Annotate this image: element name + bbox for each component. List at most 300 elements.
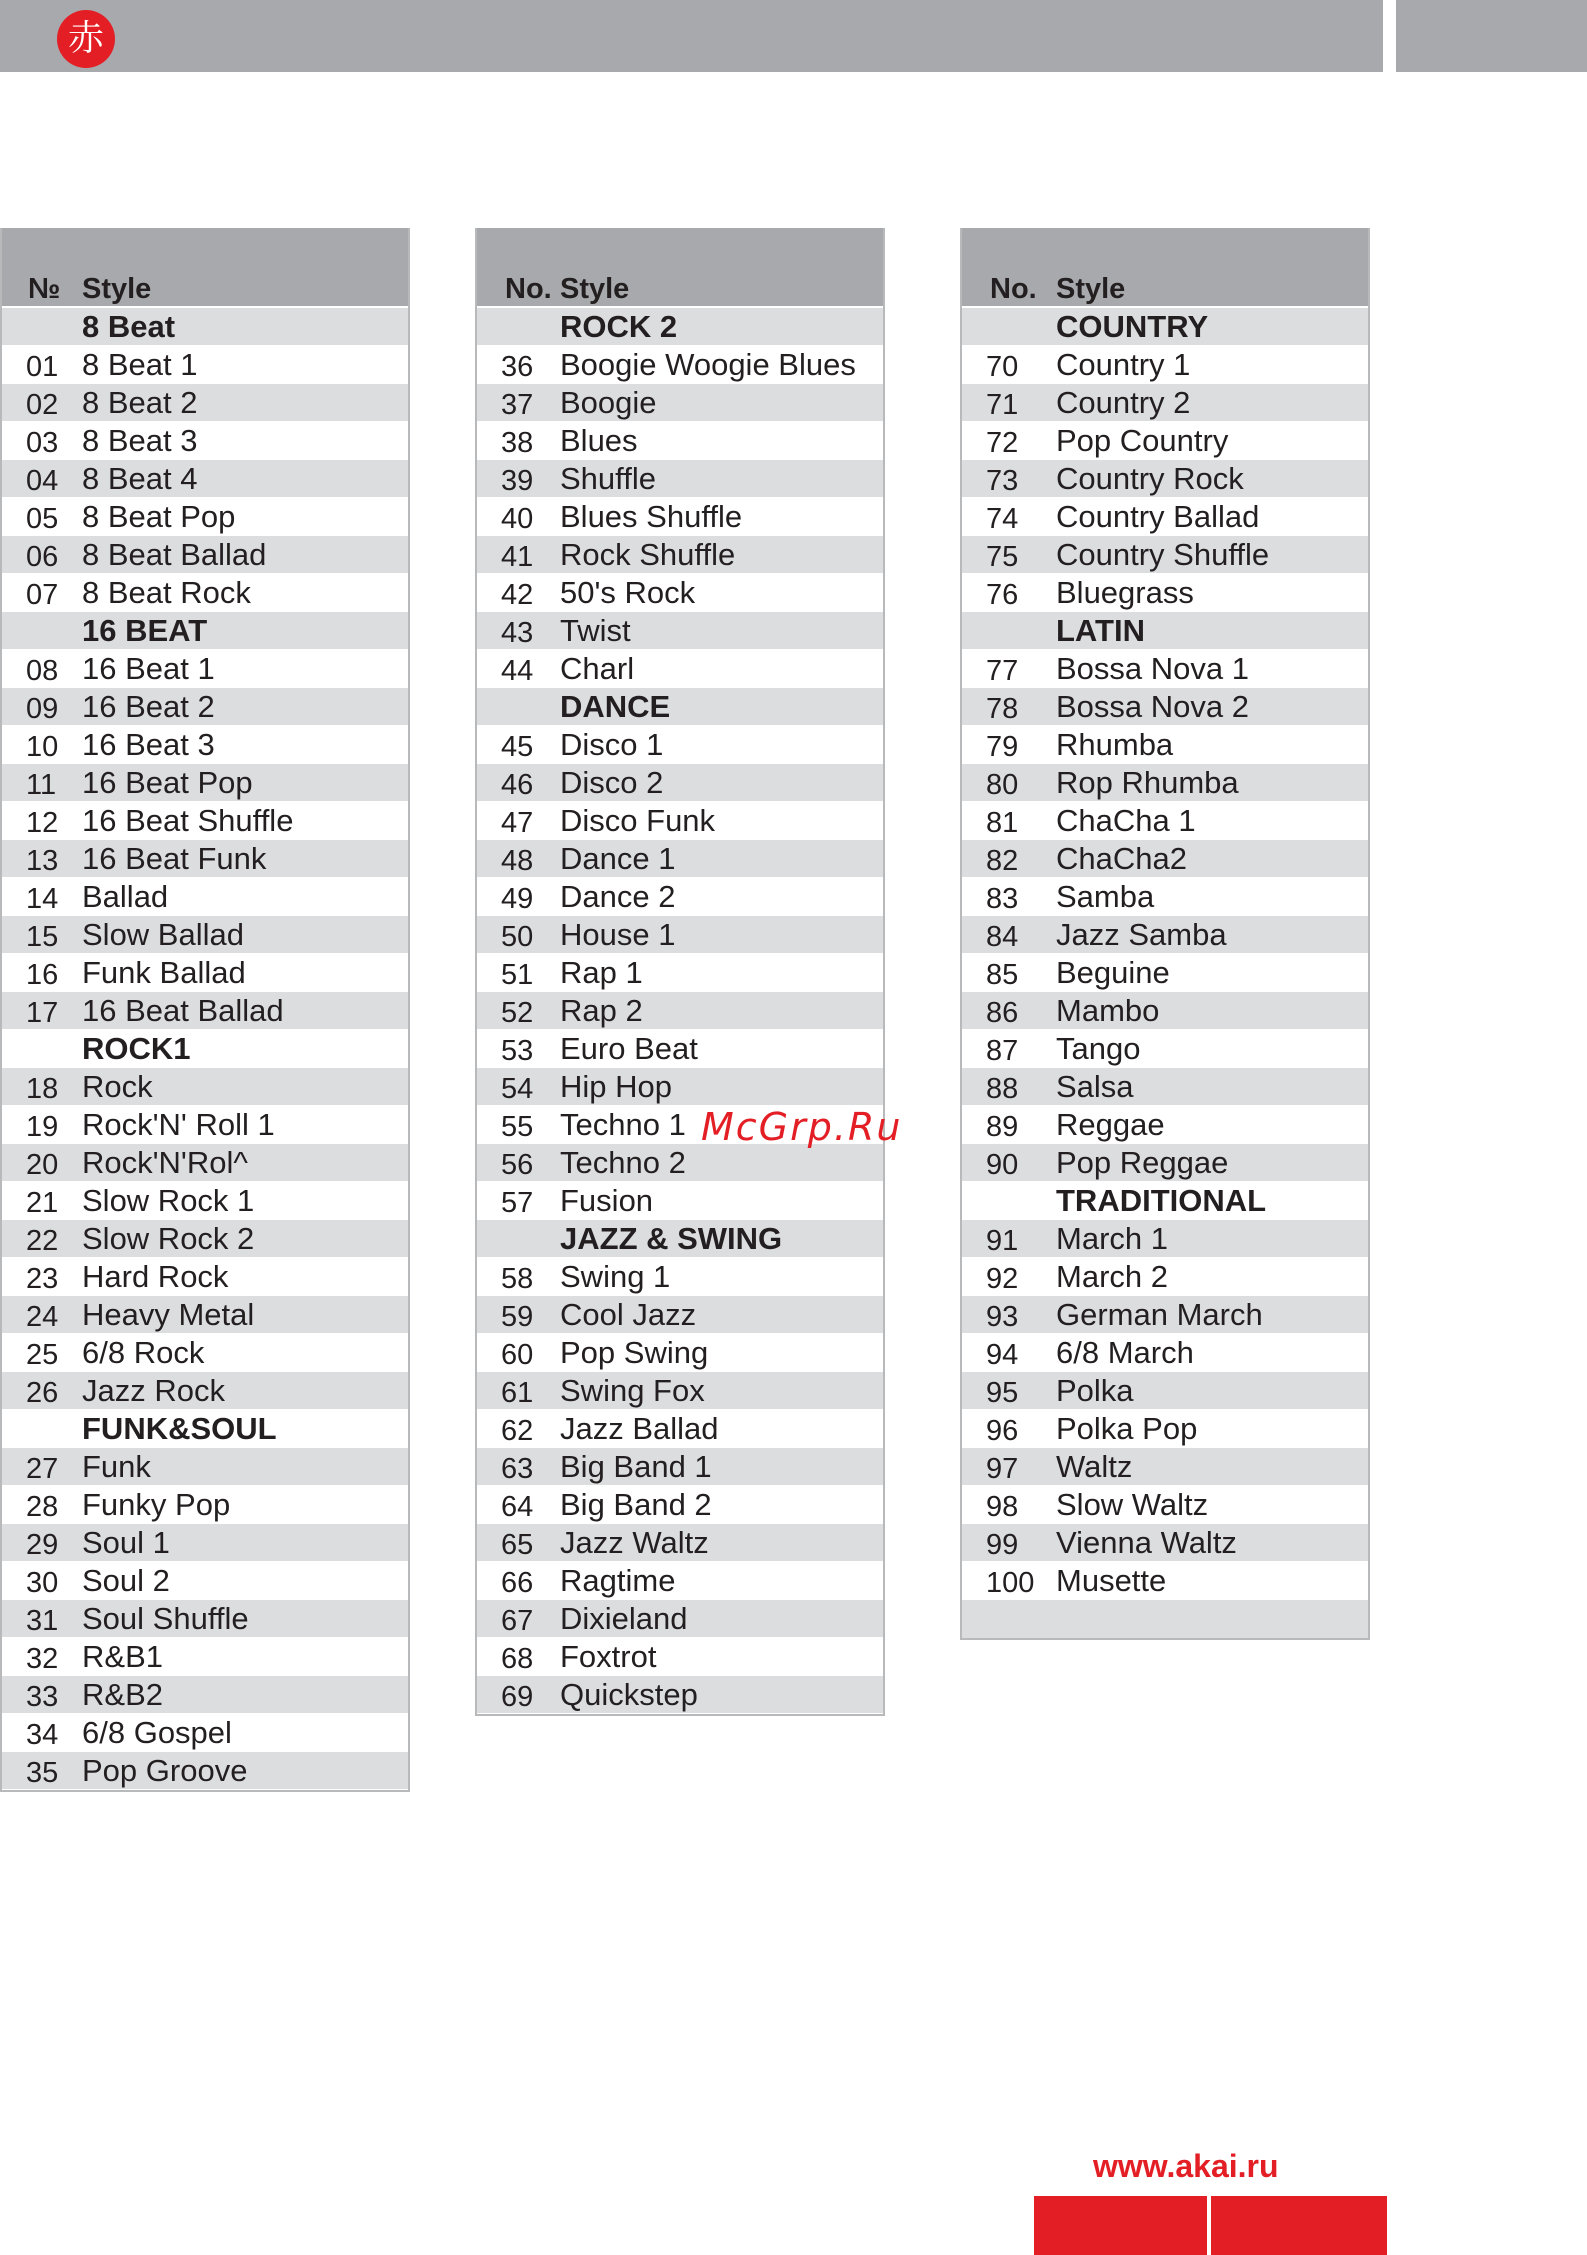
style-name: Dance 1: [560, 841, 676, 876]
table-row: [477, 954, 883, 992]
table-row: [2, 1486, 408, 1524]
style-number: 78: [986, 693, 1019, 725]
table-header: [962, 228, 1368, 308]
category-label: JAZZ & SWING: [560, 1221, 783, 1256]
style-number: 91: [986, 1225, 1019, 1257]
table-row: [962, 536, 1368, 574]
table-row: [477, 1372, 883, 1410]
table-row: [2, 764, 408, 802]
style-name: 16 Beat 1: [82, 651, 215, 686]
style-number: 83: [986, 883, 1019, 915]
table-row: [477, 764, 883, 802]
style-name: Polka: [1056, 1373, 1134, 1408]
style-number: 05: [26, 503, 59, 535]
style-name: Reggae: [1056, 1107, 1165, 1142]
style-number: 70: [986, 351, 1019, 383]
style-name: Pop Swing: [560, 1335, 709, 1370]
table-row: [2, 1752, 408, 1790]
style-table-2: [475, 228, 885, 1716]
style-name: 8 Beat Pop: [82, 499, 236, 534]
style-number: 55: [501, 1111, 534, 1143]
table-row: [477, 460, 883, 498]
table-row: [477, 1334, 883, 1372]
style-name: Techno 2: [560, 1145, 686, 1180]
style-name: Dance 2: [560, 879, 676, 914]
style-number: 34: [26, 1719, 59, 1751]
style-number: 63: [501, 1453, 534, 1485]
style-name: Country Shuffle: [1056, 537, 1270, 572]
style-number: 88: [986, 1073, 1019, 1105]
table-row: [477, 1448, 883, 1486]
style-number: 08: [26, 655, 59, 687]
style-number: 73: [986, 465, 1019, 497]
style-name: Country Rock: [1056, 461, 1244, 496]
style-name: Big Band 1: [560, 1449, 712, 1484]
style-name: Blues Shuffle: [560, 499, 743, 534]
style-name: Dixieland: [560, 1601, 688, 1636]
style-name: March 2: [1056, 1259, 1168, 1294]
table-row: [2, 688, 408, 726]
style-name: Heavy Metal: [82, 1297, 255, 1332]
table-row: [2, 574, 408, 612]
style-number: 48: [501, 845, 534, 877]
style-name: Soul Shuffle: [82, 1601, 249, 1636]
style-number: 57: [501, 1187, 534, 1219]
table-row: [2, 1448, 408, 1486]
style-name: Musette: [1056, 1563, 1167, 1598]
style-number: 99: [986, 1529, 1019, 1561]
table-row: [962, 346, 1368, 384]
table-row: [962, 1372, 1368, 1410]
style-number: 04: [26, 465, 59, 497]
table-row: [2, 1562, 408, 1600]
style-number: 92: [986, 1263, 1019, 1295]
table-row: [2, 1600, 408, 1638]
table-row: [477, 1182, 883, 1220]
style-name: 16 Beat 3: [82, 727, 215, 762]
style-name: Hip Hop: [560, 1069, 672, 1104]
style-name: 16 Beat Funk: [82, 841, 267, 876]
style-number: 47: [501, 807, 534, 839]
style-number: 17: [26, 997, 59, 1029]
style-name: Slow Waltz: [1056, 1487, 1209, 1522]
table-row: [962, 992, 1368, 1030]
style-number: 68: [501, 1643, 534, 1675]
category-label: ROCK 2: [560, 309, 678, 344]
style-number: 64: [501, 1491, 534, 1523]
table-row: [962, 726, 1368, 764]
table-row: [962, 764, 1368, 802]
style-name: Disco Funk: [560, 803, 716, 838]
style-number: 80: [986, 769, 1019, 801]
style-number: 19: [26, 1111, 59, 1143]
style-name: Swing Fox: [560, 1373, 705, 1408]
style-number: 39: [501, 465, 534, 497]
table-row: [477, 726, 883, 764]
style-number: 100: [986, 1567, 1035, 1599]
table-row: [477, 1600, 883, 1638]
style-name: Jazz Rock: [82, 1373, 225, 1408]
style-number: 02: [26, 389, 59, 421]
table-row: [477, 574, 883, 612]
category-label: COUNTRY: [1056, 309, 1209, 344]
table-row: [477, 1258, 883, 1296]
style-number: 37: [501, 389, 534, 421]
style-number: 49: [501, 883, 534, 915]
style-name: Pop Reggae: [1056, 1145, 1229, 1180]
style-name: R&B1: [82, 1639, 163, 1674]
table-row: [962, 878, 1368, 916]
style-number: 30: [26, 1567, 59, 1599]
style-table-3: [960, 228, 1370, 1640]
style-name: Euro Beat: [560, 1031, 698, 1066]
style-number: 50: [501, 921, 534, 953]
table-row: [962, 1106, 1368, 1144]
style-name: Country 1: [1056, 347, 1191, 382]
style-name: Tango: [1056, 1031, 1141, 1066]
style-number: 82: [986, 845, 1019, 877]
category-row: [2, 612, 408, 650]
style-number: 26: [26, 1377, 59, 1409]
category-row: [2, 1410, 408, 1448]
table-row: [477, 1296, 883, 1334]
style-number: 95: [986, 1377, 1019, 1409]
style-name: Big Band 2: [560, 1487, 712, 1522]
style-name: Rock: [82, 1069, 153, 1104]
style-number: 85: [986, 959, 1019, 991]
style-number: 43: [501, 617, 534, 649]
table-row: [962, 1220, 1368, 1258]
style-name: Pop Groove: [82, 1753, 248, 1788]
style-number: 51: [501, 959, 534, 991]
style-name: Charl: [560, 651, 635, 686]
table-row: [2, 1106, 408, 1144]
table-row: [2, 1524, 408, 1562]
table-row: [962, 460, 1368, 498]
style-name: Country Ballad: [1056, 499, 1260, 534]
style-number: 74: [986, 503, 1019, 535]
category-label: DANCE: [560, 689, 671, 724]
style-number: 66: [501, 1567, 534, 1599]
style-number: 40: [501, 503, 534, 535]
style-name: 8 Beat 4: [82, 461, 198, 496]
table-row: [477, 916, 883, 954]
style-name: Slow Ballad: [82, 917, 244, 952]
style-number: 93: [986, 1301, 1019, 1333]
table-row: [2, 1296, 408, 1334]
table-row: [2, 1334, 408, 1372]
style-name: Rap 2: [560, 993, 643, 1028]
style-number: 77: [986, 655, 1019, 687]
table-row: [962, 384, 1368, 422]
style-number: 33: [26, 1681, 59, 1713]
style-number: 75: [986, 541, 1019, 573]
table-row: [477, 992, 883, 1030]
style-name: Rap 1: [560, 955, 643, 990]
table-row: [962, 1410, 1368, 1448]
table-row: [477, 840, 883, 878]
table-row: [2, 650, 408, 688]
style-name: 6/8 March: [1056, 1335, 1194, 1370]
style-number: 31: [26, 1605, 59, 1637]
category-row: [477, 308, 883, 346]
style-name: Bossa Nova 2: [1056, 689, 1249, 724]
style-number: 90: [986, 1149, 1019, 1181]
table-row: [962, 1030, 1368, 1068]
style-name: 16 Beat 2: [82, 689, 215, 724]
table-row: [962, 650, 1368, 688]
table-row: [477, 1030, 883, 1068]
style-name: Rock'N'Rol^: [82, 1145, 248, 1180]
table-row: [2, 422, 408, 460]
style-name: Rock'N' Roll 1: [82, 1107, 275, 1142]
style-table-1: [0, 228, 410, 1792]
style-number: 61: [501, 1377, 534, 1409]
style-number: 13: [26, 845, 59, 877]
style-number: 24: [26, 1301, 59, 1333]
style-number: 97: [986, 1453, 1019, 1485]
category-row: [962, 1182, 1368, 1220]
style-name: Ragtime: [560, 1563, 676, 1598]
style-name: Techno 1: [560, 1107, 686, 1142]
style-number: 86: [986, 997, 1019, 1029]
style-number: 44: [501, 655, 534, 687]
style-name: 16 Beat Shuffle: [82, 803, 294, 838]
table-header: [477, 228, 883, 308]
category-label: TRADITIONAL: [1056, 1183, 1267, 1218]
akai-logo: 赤: [57, 10, 115, 68]
style-name: Rop Rhumba: [1056, 765, 1239, 800]
table-row: [2, 1258, 408, 1296]
table-body: [2, 308, 408, 1790]
table-row: [962, 1562, 1368, 1600]
table-row: [477, 498, 883, 536]
table-row: [477, 1410, 883, 1448]
table-header: [2, 228, 408, 308]
style-name: German March: [1056, 1297, 1263, 1332]
style-number: 22: [26, 1225, 59, 1257]
style-number: 11: [26, 769, 57, 801]
style-name: Soul 1: [82, 1525, 170, 1560]
style-number: 84: [986, 921, 1019, 953]
style-number: 89: [986, 1111, 1019, 1143]
style-name: Slow Rock 2: [82, 1221, 255, 1256]
style-number: 01: [26, 351, 59, 383]
style-name: Boogie: [560, 385, 657, 420]
category-label: FUNK&SOUL: [82, 1411, 277, 1446]
category-label: 8 Beat: [82, 309, 176, 344]
table-row: [962, 916, 1368, 954]
style-number: 41: [501, 541, 534, 573]
category-label: LATIN: [1056, 613, 1145, 648]
table-row: [2, 1676, 408, 1714]
table-row: [477, 1638, 883, 1676]
style-number: 67: [501, 1605, 534, 1637]
style-number: 21: [26, 1187, 59, 1219]
style-number: 76: [986, 579, 1019, 611]
style-number: 23: [26, 1263, 59, 1295]
table-row: [2, 1220, 408, 1258]
style-name: Funk Ballad: [82, 955, 246, 990]
style-name: Samba: [1056, 879, 1155, 914]
table-row: [2, 536, 408, 574]
style-name: Fusion: [560, 1183, 654, 1218]
style-name: Jazz Waltz: [560, 1525, 709, 1560]
style-number: 16: [26, 959, 59, 991]
style-name: Polka Pop: [1056, 1411, 1198, 1446]
style-name: Quickstep: [560, 1677, 698, 1712]
table-row: [2, 878, 408, 916]
table-footer: [962, 1600, 1368, 1638]
style-name: Disco 1: [560, 727, 664, 762]
col-style-header: Style: [82, 273, 152, 305]
style-number: 87: [986, 1035, 1019, 1067]
table-row: [962, 574, 1368, 612]
style-number: 81: [986, 807, 1019, 839]
table-row: [2, 1714, 408, 1752]
table-row: [962, 688, 1368, 726]
style-name: 8 Beat 1: [82, 347, 198, 382]
style-name: Shuffle: [560, 461, 656, 496]
style-name: Boogie Woogie Blues: [560, 347, 856, 382]
style-name: Blues: [560, 423, 638, 458]
table-row: [962, 1448, 1368, 1486]
table-row: [962, 954, 1368, 992]
category-row: [2, 308, 408, 346]
style-name: Salsa: [1056, 1069, 1134, 1104]
table-row: [962, 1334, 1368, 1372]
style-number: 03: [26, 427, 59, 459]
style-number: 58: [501, 1263, 534, 1295]
style-number: 36: [501, 351, 534, 383]
style-number: 65: [501, 1529, 534, 1561]
table-row: [962, 1524, 1368, 1562]
style-number: 20: [26, 1149, 59, 1181]
style-name: Jazz Samba: [1056, 917, 1227, 952]
style-name: Slow Rock 1: [82, 1183, 255, 1218]
style-number: 52: [501, 997, 534, 1029]
table-row: [477, 1676, 883, 1714]
col-no-header: No.: [505, 273, 552, 305]
table-row: [2, 802, 408, 840]
table-row: [477, 1524, 883, 1562]
style-number: 32: [26, 1643, 59, 1675]
table-row: [962, 1068, 1368, 1106]
table-body: [962, 308, 1368, 1600]
style-number: 94: [986, 1339, 1019, 1371]
style-number: 38: [501, 427, 534, 459]
table-row: [962, 498, 1368, 536]
table-row: [2, 1068, 408, 1106]
style-name: Disco 2: [560, 765, 664, 800]
col-style-header: Style: [1056, 273, 1126, 305]
style-name: Beguine: [1056, 955, 1170, 990]
table-row: [477, 384, 883, 422]
style-number: 62: [501, 1415, 534, 1447]
style-number: 69: [501, 1681, 534, 1713]
watermark: McGrp.Ru: [701, 1105, 903, 1149]
style-number: 54: [501, 1073, 534, 1105]
style-name: 8 Beat 2: [82, 385, 198, 420]
style-name: House 1: [560, 917, 676, 952]
table-row: [962, 1486, 1368, 1524]
style-name: Foxtrot: [560, 1639, 657, 1674]
table-row: [2, 916, 408, 954]
style-number: 56: [501, 1149, 534, 1181]
style-name: ChaCha 1: [1056, 803, 1196, 838]
style-name: Rock Shuffle: [560, 537, 736, 572]
style-number: 45: [501, 731, 534, 763]
table-row: [2, 1372, 408, 1410]
style-name: Vienna Waltz: [1056, 1525, 1237, 1560]
table-row: [962, 1296, 1368, 1334]
table-row: [2, 1144, 408, 1182]
footer-red-block: [1211, 2196, 1387, 2255]
style-name: March 1: [1056, 1221, 1168, 1256]
style-number: 09: [26, 693, 59, 725]
table-row: [477, 1562, 883, 1600]
table-row: [2, 840, 408, 878]
style-number: 15: [26, 921, 59, 953]
table-row: [962, 1144, 1368, 1182]
table-row: [477, 422, 883, 460]
style-name: Mambo: [1056, 993, 1160, 1028]
table-row: [477, 650, 883, 688]
table-row: [2, 726, 408, 764]
table-row: [477, 612, 883, 650]
table-row: [477, 878, 883, 916]
col-style-header: Style: [560, 273, 630, 305]
style-number: 71: [986, 389, 1019, 421]
style-name: Country 2: [1056, 385, 1191, 420]
style-number: 98: [986, 1491, 1019, 1523]
style-number: 25: [26, 1339, 59, 1371]
style-name: Bossa Nova 1: [1056, 651, 1249, 686]
style-number: 06: [26, 541, 59, 573]
style-name: 50's Rock: [560, 575, 696, 610]
style-number: 29: [26, 1529, 59, 1561]
style-name: 8 Beat Rock: [82, 575, 251, 610]
style-number: 07: [26, 579, 59, 611]
style-name: Jazz Ballad: [560, 1411, 719, 1446]
table-row: [477, 1068, 883, 1106]
style-name: Pop Country: [1056, 423, 1229, 458]
style-number: 60: [501, 1339, 534, 1371]
category-row: [2, 1030, 408, 1068]
style-name: Funk: [82, 1449, 151, 1484]
style-name: 6/8 Gospel: [82, 1715, 232, 1750]
table-row: [2, 346, 408, 384]
style-name: 8 Beat Ballad: [82, 537, 267, 572]
table-row: [962, 802, 1368, 840]
style-name: ChaCha2: [1056, 841, 1187, 876]
style-number: 53: [501, 1035, 534, 1067]
table-row: [477, 536, 883, 574]
website-link[interactable]: www.akai.ru: [1093, 2148, 1279, 2184]
style-number: 46: [501, 769, 534, 801]
style-number: 10: [26, 731, 59, 763]
table-row: [477, 1144, 883, 1182]
style-name: Twist: [560, 613, 631, 648]
col-no-header: №: [28, 273, 61, 305]
table-row: [962, 1258, 1368, 1296]
style-name: Waltz: [1056, 1449, 1133, 1484]
style-name: Swing 1: [560, 1259, 671, 1294]
style-name: Cool Jazz: [560, 1297, 697, 1332]
style-name: 8 Beat 3: [82, 423, 198, 458]
col-no-header: No.: [990, 273, 1037, 305]
style-number: 27: [26, 1453, 59, 1485]
